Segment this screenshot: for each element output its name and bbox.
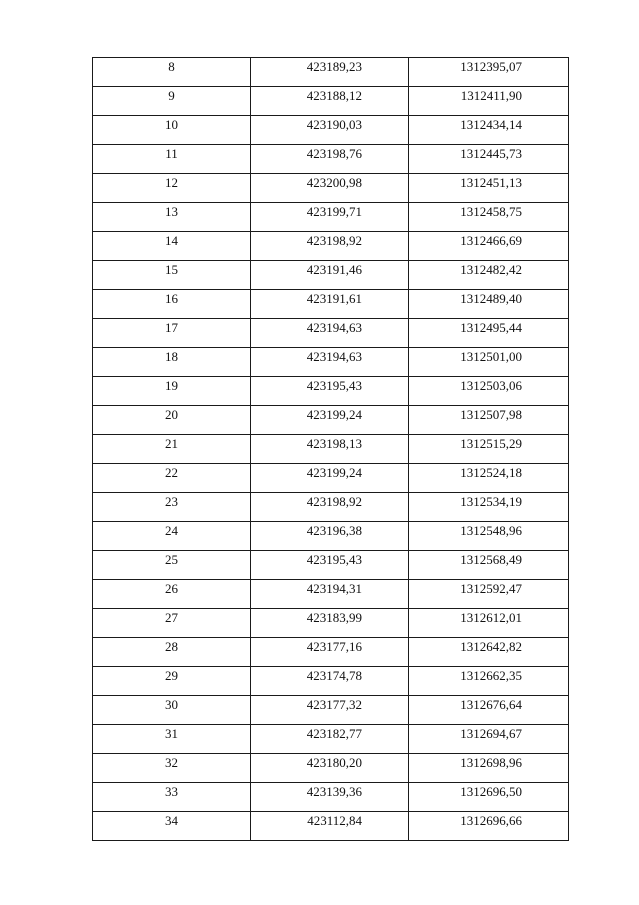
y-coordinate-cell: 1312548,96	[409, 522, 569, 551]
table-row	[93, 580, 569, 609]
y-coordinate-cell: 1312489,40	[409, 290, 569, 319]
x-coordinate-cell: 423198,92	[251, 232, 409, 261]
x-coordinate-cell: 423198,92	[251, 493, 409, 522]
point-number-cell: 9	[93, 87, 251, 116]
table-row	[93, 551, 569, 580]
table-row	[93, 145, 569, 174]
y-coordinate-cell: 1312458,75	[409, 203, 569, 232]
y-coordinate-cell: 1312534,19	[409, 493, 569, 522]
table-row	[93, 261, 569, 290]
y-coordinate-cell: 1312503,06	[409, 377, 569, 406]
point-number-cell: 25	[93, 551, 251, 580]
y-coordinate-cell: 1312466,69	[409, 232, 569, 261]
point-number-cell: 14	[93, 232, 251, 261]
y-coordinate-cell: 1312696,50	[409, 783, 569, 812]
x-coordinate-cell: 423196,38	[251, 522, 409, 551]
point-number-cell: 23	[93, 493, 251, 522]
coordinates-table-body	[93, 58, 569, 841]
y-coordinate-cell: 1312696,66	[409, 812, 569, 841]
y-coordinate-cell: 1312524,18	[409, 464, 569, 493]
table-row	[93, 783, 569, 812]
x-coordinate-cell: 423183,99	[251, 609, 409, 638]
point-number-cell: 15	[93, 261, 251, 290]
table-row	[93, 58, 569, 87]
x-coordinate-cell: 423188,12	[251, 87, 409, 116]
x-coordinate-cell: 423199,24	[251, 406, 409, 435]
x-coordinate-cell: 423112,84	[251, 812, 409, 841]
table-row	[93, 493, 569, 522]
y-coordinate-cell: 1312482,42	[409, 261, 569, 290]
point-number-cell: 13	[93, 203, 251, 232]
point-number-cell: 32	[93, 754, 251, 783]
y-coordinate-cell: 1312698,96	[409, 754, 569, 783]
point-number-cell: 22	[93, 464, 251, 493]
point-number-cell: 12	[93, 174, 251, 203]
x-coordinate-cell: 423182,77	[251, 725, 409, 754]
y-coordinate-cell: 1312451,13	[409, 174, 569, 203]
table-row	[93, 696, 569, 725]
point-number-cell: 11	[93, 145, 251, 174]
x-coordinate-cell: 423180,20	[251, 754, 409, 783]
y-coordinate-cell: 1312676,64	[409, 696, 569, 725]
x-coordinate-cell: 423191,46	[251, 261, 409, 290]
x-coordinate-cell: 423194,63	[251, 348, 409, 377]
point-number-cell: 31	[93, 725, 251, 754]
table-row	[93, 754, 569, 783]
table-row	[93, 725, 569, 754]
table-row	[93, 232, 569, 261]
point-number-cell: 27	[93, 609, 251, 638]
x-coordinate-cell: 423195,43	[251, 551, 409, 580]
point-number-cell: 19	[93, 377, 251, 406]
table-row	[93, 87, 569, 116]
x-coordinate-cell: 423199,24	[251, 464, 409, 493]
x-coordinate-cell: 423190,03	[251, 116, 409, 145]
point-number-cell: 17	[93, 319, 251, 348]
x-coordinate-cell: 423194,63	[251, 319, 409, 348]
point-number-cell: 33	[93, 783, 251, 812]
table-row	[93, 174, 569, 203]
y-coordinate-cell: 1312495,44	[409, 319, 569, 348]
x-coordinate-cell: 423174,78	[251, 667, 409, 696]
x-coordinate-cell: 423177,16	[251, 638, 409, 667]
x-coordinate-cell: 423139,36	[251, 783, 409, 812]
point-number-cell: 10	[93, 116, 251, 145]
point-number-cell: 28	[93, 638, 251, 667]
point-number-cell: 18	[93, 348, 251, 377]
y-coordinate-cell: 1312507,98	[409, 406, 569, 435]
point-number-cell: 16	[93, 290, 251, 319]
x-coordinate-cell: 423199,71	[251, 203, 409, 232]
table-row	[93, 377, 569, 406]
point-number-cell: 20	[93, 406, 251, 435]
table-row	[93, 464, 569, 493]
y-coordinate-cell: 1312662,35	[409, 667, 569, 696]
y-coordinate-cell: 1312434,14	[409, 116, 569, 145]
x-coordinate-cell: 423195,43	[251, 377, 409, 406]
table-row	[93, 435, 569, 464]
table-row	[93, 203, 569, 232]
y-coordinate-cell: 1312612,01	[409, 609, 569, 638]
point-number-cell: 30	[93, 696, 251, 725]
x-coordinate-cell: 423191,61	[251, 290, 409, 319]
x-coordinate-cell: 423198,13	[251, 435, 409, 464]
table-row	[93, 348, 569, 377]
y-coordinate-cell: 1312642,82	[409, 638, 569, 667]
point-number-cell: 24	[93, 522, 251, 551]
coordinates-table	[92, 57, 569, 841]
point-number-cell: 21	[93, 435, 251, 464]
y-coordinate-cell: 1312501,00	[409, 348, 569, 377]
table-row	[93, 667, 569, 696]
y-coordinate-cell: 1312592,47	[409, 580, 569, 609]
point-number-cell: 29	[93, 667, 251, 696]
y-coordinate-cell: 1312568,49	[409, 551, 569, 580]
table-row	[93, 812, 569, 841]
table-row	[93, 406, 569, 435]
table-row	[93, 522, 569, 551]
table-row	[93, 319, 569, 348]
table-row	[93, 638, 569, 667]
point-number-cell: 8	[93, 58, 251, 87]
x-coordinate-cell: 423198,76	[251, 145, 409, 174]
x-coordinate-cell: 423200,98	[251, 174, 409, 203]
table-row	[93, 609, 569, 638]
table-row	[93, 116, 569, 145]
table-row	[93, 290, 569, 319]
x-coordinate-cell: 423177,32	[251, 696, 409, 725]
y-coordinate-cell: 1312395,07	[409, 58, 569, 87]
x-coordinate-cell: 423194,31	[251, 580, 409, 609]
point-number-cell: 26	[93, 580, 251, 609]
y-coordinate-cell: 1312694,67	[409, 725, 569, 754]
y-coordinate-cell: 1312445,73	[409, 145, 569, 174]
point-number-cell: 34	[93, 812, 251, 841]
y-coordinate-cell: 1312515,29	[409, 435, 569, 464]
x-coordinate-cell: 423189,23	[251, 58, 409, 87]
y-coordinate-cell: 1312411,90	[409, 87, 569, 116]
